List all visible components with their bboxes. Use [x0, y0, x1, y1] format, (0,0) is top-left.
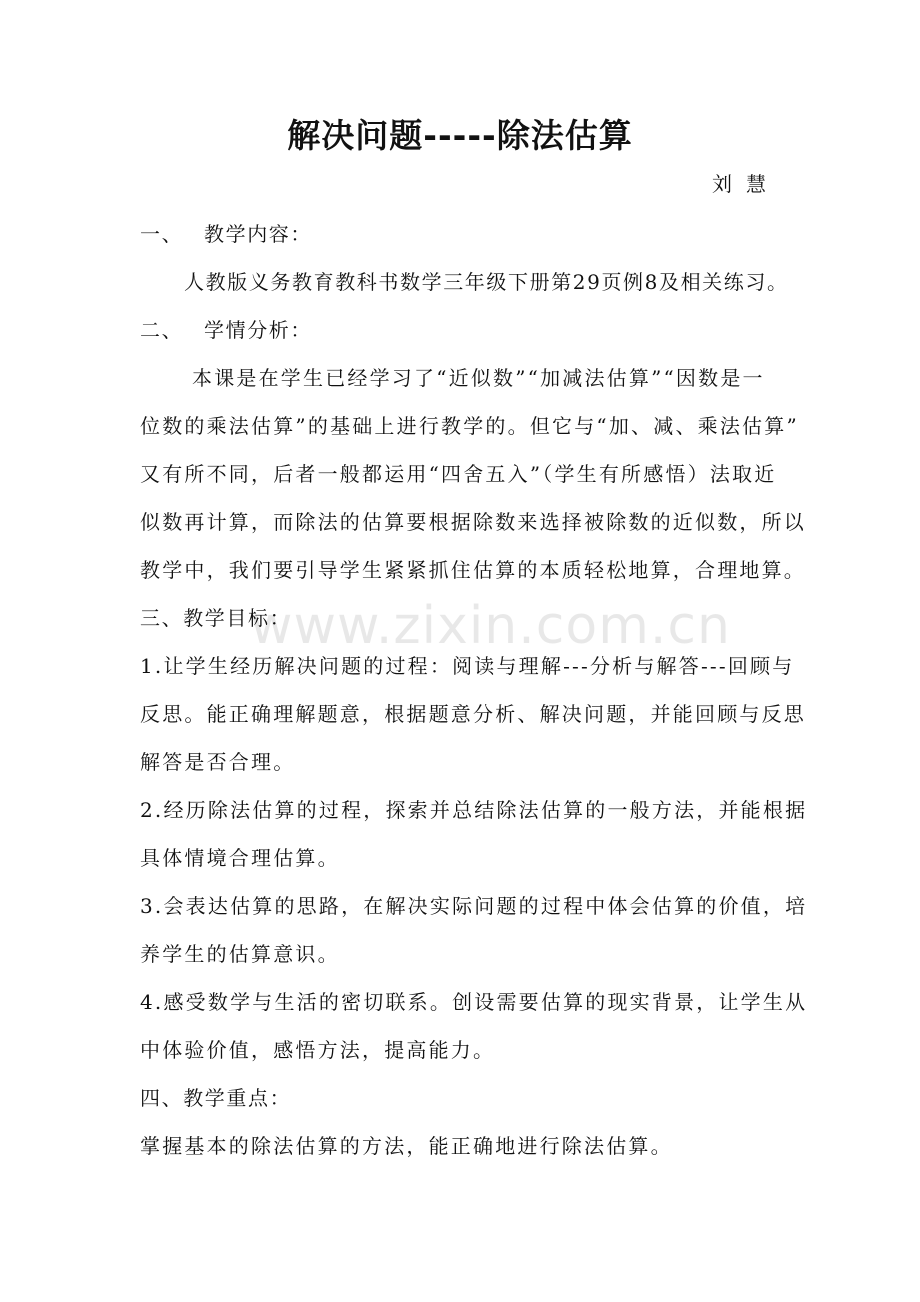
document-title: 解决问题-----除法估算	[287, 116, 633, 155]
paragraph-line: 中体验价值，感悟方法，提高能力。	[140, 1038, 496, 1062]
paragraph-line: 本课是在学生已经学习了“近似数”“加减法估算”“因数是一	[192, 366, 765, 390]
author-name: 刘慧	[712, 172, 780, 196]
section-heading-2	[140, 314, 790, 346]
paragraph-line: 解答是否合理。	[140, 750, 296, 774]
section-number: 二、	[140, 318, 184, 342]
paragraph-line: 4.感受数学与生活的密切联系。创设需要估算的现实背景，让学生从	[140, 990, 808, 1014]
paragraph-line: 养学生的估算意识。	[140, 942, 340, 966]
paragraph-line: 1.让学生经历解决问题的过程：阅读与理解---分析与解答---回顾与	[140, 654, 795, 678]
section-label: 学情分析：	[204, 318, 312, 342]
paragraph-line: 似数再计算，而除法的估算要根据除数来选择被除数的近似数，所以	[140, 510, 806, 534]
section-label: 教学内容：	[204, 222, 312, 246]
paragraph-line: 教学中，我们要引导学生紧紧抓住估算的本质轻松地算，合理地算。	[140, 558, 806, 582]
watermark: www.zixin.com.cn	[250, 596, 731, 656]
section-heading-4: 四、教学重点：	[140, 1086, 292, 1110]
paragraph-line: 3.会表达估算的思路，在解决实际问题的过程中体会估算的价值，培	[140, 894, 808, 918]
paragraph-line: 掌握基本的除法估算的方法，能正确地进行除法估算。	[140, 1134, 673, 1158]
paragraph-line: 又有所不同，后者一般都运用“四舍五入”（学生有所感悟）法取近	[140, 462, 777, 486]
paragraph-line: 人教版义务教育教科书数学三年级下册第29页例8及相关练习。	[184, 270, 789, 294]
paragraph-line: 反思。能正确理解题意，根据题意分析、解决问题，并能回顾与反思	[140, 702, 806, 726]
section-number: 一、	[140, 222, 184, 246]
paragraph-line: 具体情境合理估算。	[140, 846, 340, 870]
paragraph-line: 2.经历除法估算的过程，探索并总结除法估算的一般方法，并能根据	[140, 798, 808, 822]
paragraph-line: 位数的乘法估算”的基础上进行教学的。但它与“加、减、乘法估算”	[140, 414, 799, 438]
section-heading-1	[140, 218, 790, 250]
section-heading-3: 三、教学目标：	[140, 606, 292, 630]
